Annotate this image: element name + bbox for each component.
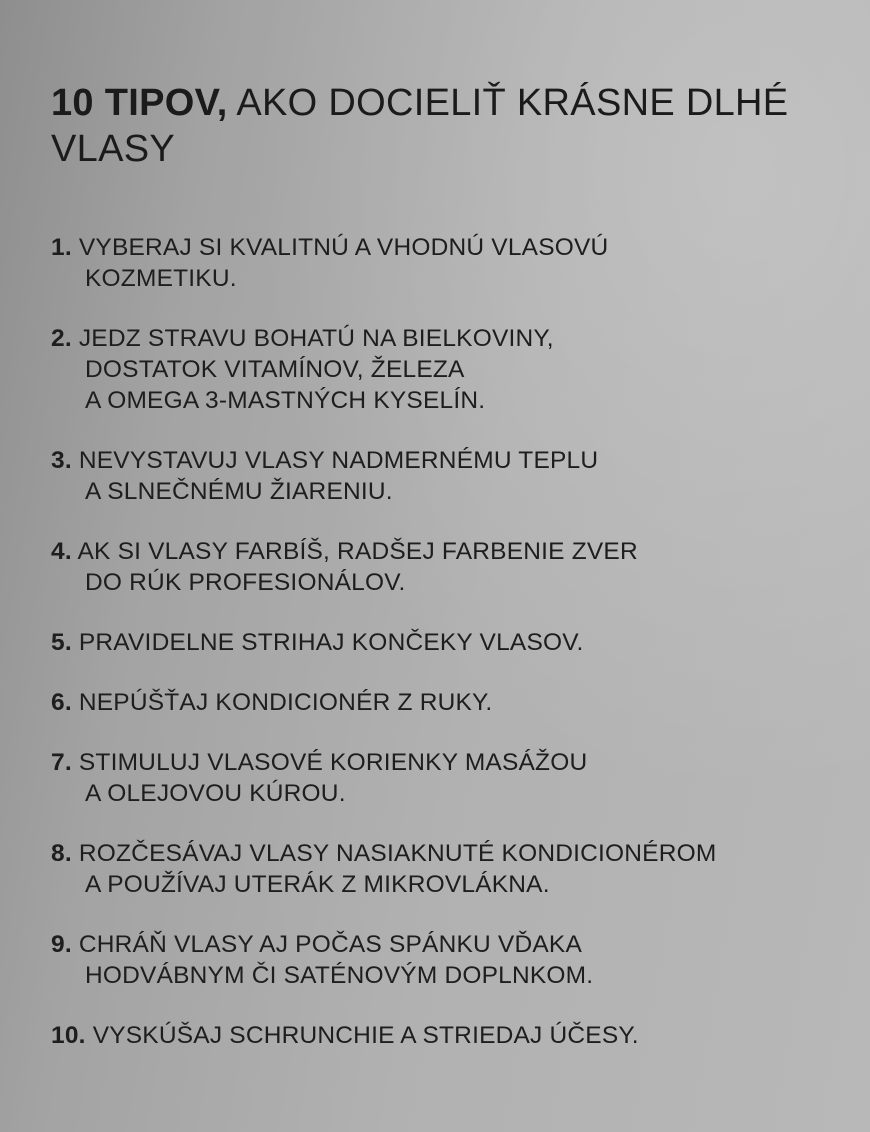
- tip-continuation-line: [51, 869, 831, 900]
- tip-number: 4.: [51, 538, 72, 565]
- tip-continuation-line: [51, 476, 831, 507]
- tip-first-line: [51, 445, 831, 476]
- tip-first-line: [51, 1020, 831, 1051]
- tip-text: NEVYSTAVUJ VLASY NADMERNÉMU TEPLU: [78, 447, 599, 474]
- tip-text: VYSKÚŠAJ SCHRUNCHIE A STRIEDAJ ÚČESY.: [92, 1022, 639, 1049]
- tip-text: A POUŽÍVAJ UTERÁK Z MIKROVLÁKNA.: [85, 871, 550, 898]
- tip-text: A OMEGA 3-MASTNÝCH KYSELÍN.: [85, 387, 486, 414]
- tip-item: [51, 747, 831, 809]
- tip-item: [51, 445, 831, 507]
- tip-first-line: [51, 627, 831, 658]
- tip-text: DO RÚK PROFESIONÁLOV.: [85, 569, 406, 596]
- title-rest: AKO DOCIELIŤ KRÁSNE DLHÉ VLASY: [51, 82, 789, 170]
- tip-continuation-line: [51, 960, 831, 991]
- tip-text: VYBERAJ SI KVALITNÚ A VHODNÚ VLASOVÚ: [78, 234, 609, 261]
- tip-item: [51, 323, 831, 416]
- tip-number: 1.: [51, 234, 72, 261]
- tip-item: [51, 232, 831, 294]
- tip-item: [51, 1020, 831, 1051]
- tip-text: HODVÁBNYM ČI SATÉNOVÝM DOPLNKOM.: [85, 962, 594, 989]
- tip-number: 10.: [51, 1022, 86, 1049]
- tip-first-line: [51, 747, 831, 778]
- tip-text: AK SI VLASY FARBÍŠ, RADŠEJ FARBENIE ZVER: [77, 538, 638, 565]
- tip-continuation-line: [51, 354, 831, 385]
- tip-number: 8.: [51, 840, 72, 867]
- tip-first-line: [51, 232, 831, 263]
- tip-first-line: [51, 536, 831, 567]
- tip-text: NEPÚŠŤAJ KONDICIONÉR Z RUKY.: [78, 689, 493, 716]
- tip-number: 2.: [51, 325, 72, 352]
- tip-text: PRAVIDELNE STRIHAJ KONČEKY VLASOV.: [78, 629, 584, 656]
- tip-first-line: [51, 838, 831, 869]
- tip-continuation-line: [51, 385, 831, 416]
- tip-number: 7.: [51, 749, 72, 776]
- tip-text: STIMULUJ VLASOVÉ KORIENKY MASÁŽOU: [78, 749, 588, 776]
- tip-text: ROZČESÁVAJ VLASY NASIAKNUTÉ KONDICIONÉROM: [78, 840, 717, 867]
- tip-item: [51, 838, 831, 900]
- tip-continuation-line: [51, 263, 831, 294]
- tip-text: A SLNEČNÉMU ŽIARENIU.: [85, 478, 393, 505]
- tip-text: DOSTATOK VITAMÍNOV, ŽELEZA: [85, 356, 465, 383]
- page-title: [51, 80, 811, 172]
- title-bold: 10 TIPOV,: [51, 82, 228, 124]
- tip-text: A OLEJOVOU KÚROU.: [85, 780, 346, 807]
- tip-first-line: [51, 687, 831, 718]
- tip-item: [51, 687, 831, 718]
- tip-item: [51, 929, 831, 991]
- tip-text: KOZMETIKU.: [85, 265, 237, 292]
- tip-first-line: [51, 323, 831, 354]
- tips-list: [51, 232, 831, 1051]
- tip-continuation-line: [51, 778, 831, 809]
- tip-item: [51, 627, 831, 658]
- tip-number: 3.: [51, 447, 72, 474]
- tip-continuation-line: [51, 567, 831, 598]
- tip-first-line: [51, 929, 831, 960]
- tip-number: 9.: [51, 931, 72, 958]
- tip-item: [51, 536, 831, 598]
- tip-text: JEDZ STRAVU BOHATÚ NA BIELKOVINY,: [78, 325, 554, 352]
- tip-number: 5.: [51, 629, 72, 656]
- tip-text: CHRÁŇ VLASY AJ POČAS SPÁNKU VĎAKA: [78, 931, 582, 958]
- tip-number: 6.: [51, 689, 72, 716]
